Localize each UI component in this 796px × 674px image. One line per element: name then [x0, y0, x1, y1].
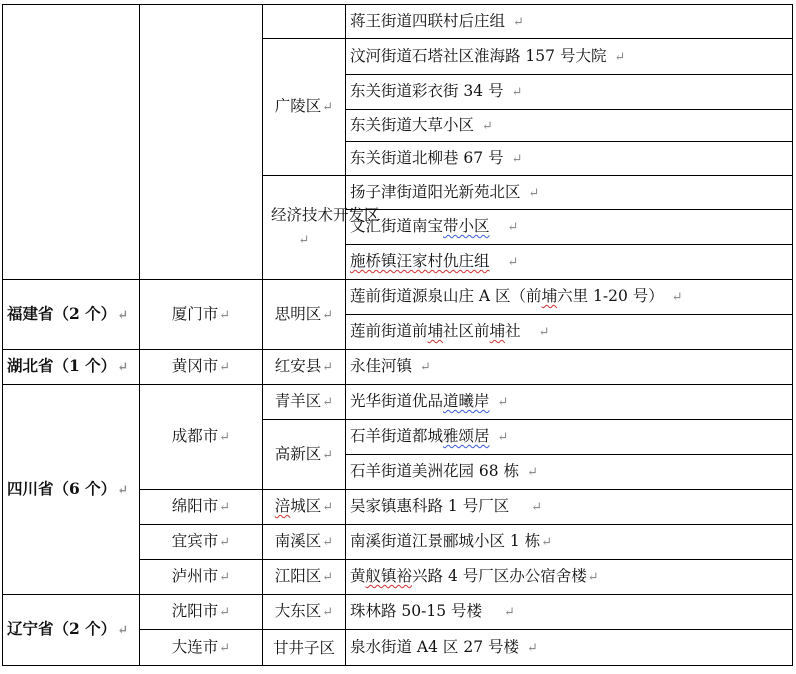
paragraph-mark-icon: ↵ [527, 640, 538, 656]
city-cell: 绵阳市↵ [140, 490, 263, 525]
district-cell: 思明区↵ [263, 280, 346, 350]
city-cell: 宜宾市↵ [140, 525, 263, 560]
table-row [3, 5, 793, 39]
address-cell: 永佳河镇 ↵ [346, 350, 793, 385]
paragraph-mark-icon: ↵ [482, 118, 493, 134]
district-cell: 涪城区↵ [263, 490, 346, 525]
table-row [3, 280, 793, 315]
paragraph-mark-icon: ↵ [671, 290, 683, 305]
paragraph-mark-icon: ↵ [117, 623, 129, 638]
district-cell: 广陵区↵ [263, 39, 346, 176]
address-cell: 扬子津街道阳光新苑北区 ↵ [346, 176, 793, 210]
paragraph-mark-icon: ↵ [587, 570, 599, 585]
table-row [3, 595, 793, 630]
table-row [3, 385, 793, 420]
district-cell: 南溪区↵ [263, 525, 346, 560]
paragraph-mark-icon: ↵ [322, 360, 334, 375]
address-cell: 汶河街道石塔社区淮海路 157 号大院 ↵ [346, 39, 793, 75]
paragraph-mark-icon: ↵ [541, 535, 553, 550]
address-cell: 黄舣镇裕兴路 4 号厂区办公宿舍楼↵ [346, 560, 793, 595]
address-cell: 泉水街道 A4 区 27 号楼 ↵ [346, 630, 793, 666]
province-cell: 辽宁省（2 个）↵ [3, 595, 140, 666]
paragraph-mark-icon: ↵ [322, 500, 334, 515]
address-cell: 光华街道优品道曦岸 ↵ [346, 385, 793, 420]
paragraph-mark-icon: ↵ [117, 360, 129, 375]
address-cell: 东关街道彩衣街 34 号 ↵ [346, 75, 793, 110]
paragraph-mark-icon: ↵ [527, 465, 538, 480]
district-cell: 经济技术开发区 ↵ [263, 176, 346, 280]
address-cell: 东关街道北柳巷 67 号 ↵ [346, 142, 793, 176]
paragraph-mark-icon: ↵ [322, 570, 334, 585]
paragraph-mark-icon: ↵ [322, 447, 334, 463]
paragraph-mark-icon: ↵ [528, 185, 540, 201]
address-cell: 莲前街道前埔社区前埔社 ↵ [346, 315, 793, 350]
city-cell [140, 5, 263, 280]
paragraph-mark-icon: ↵ [322, 395, 334, 410]
paragraph-mark-icon: ↵ [219, 640, 231, 656]
paragraph-mark-icon: ↵ [511, 85, 523, 100]
paragraph-mark-icon: ↵ [420, 360, 431, 375]
paragraph-mark-icon: ↵ [322, 605, 334, 620]
district-cell: 红安县↵ [263, 350, 346, 385]
address-cell: 吴家镇惠科路 1 号厂区 ↵ [346, 490, 793, 525]
province-cell: 福建省（2 个）↵ [3, 280, 140, 350]
address-cell: 石羊街道都城雅颂居 ↵ [346, 420, 793, 455]
address-cell: 文汇街道南宝带小区 ↵ [346, 210, 793, 245]
paragraph-mark-icon: ↵ [117, 307, 129, 323]
paragraph-mark-icon: ↵ [219, 307, 231, 323]
city-cell: 厦门市↵ [140, 280, 263, 350]
city-cell: 成都市↵ [140, 385, 263, 490]
paragraph-mark-icon: ↵ [219, 360, 231, 375]
paragraph-mark-icon: ↵ [219, 605, 231, 620]
district-cell: 江阳区↵ [263, 560, 346, 595]
paragraph-mark-icon: ↵ [507, 255, 519, 270]
paragraph-mark-icon: ↵ [322, 307, 334, 323]
paragraph-mark-icon: ↵ [531, 500, 543, 515]
address-cell: 珠林路 50-15 号楼 ↵ [346, 595, 793, 630]
city-cell: 黄冈市↵ [140, 350, 263, 385]
paragraph-mark-icon: ↵ [298, 232, 310, 248]
district-cell [263, 5, 346, 39]
address-cell: 东关街道大草小区 ↵ [346, 110, 793, 142]
paragraph-mark-icon: ↵ [322, 535, 334, 550]
paragraph-mark-icon: ↵ [504, 605, 515, 620]
paragraph-mark-icon: ↵ [219, 430, 231, 445]
address-cell: 蒋王街道四联村后庄组 ↵ [346, 5, 793, 39]
address-table [2, 4, 793, 666]
paragraph-mark-icon: ↵ [117, 482, 129, 498]
paragraph-mark-icon: ↵ [497, 395, 509, 410]
address-cell: 莲前街道源泉山庄 A 区（前埔六里 1-20 号） ↵ [346, 280, 793, 315]
address-cell: 南溪街道江景郦城小区 1 栋↵ [346, 525, 793, 560]
district-cell: 高新区↵ [263, 420, 346, 490]
district-cell: 青羊区↵ [263, 385, 346, 420]
paragraph-mark-icon: ↵ [513, 14, 524, 30]
province-cell: 湖北省（1 个）↵ [3, 350, 140, 385]
district-cell: 甘井子区 [263, 630, 346, 666]
city-cell: 大连市↵ [140, 630, 263, 666]
province-cell: 四川省（6 个）↵ [3, 385, 140, 595]
paragraph-mark-icon: ↵ [507, 220, 519, 235]
paragraph-mark-icon: ↵ [538, 325, 550, 340]
paragraph-mark-icon: ↵ [497, 430, 509, 445]
paragraph-mark-icon: ↵ [614, 49, 626, 65]
address-cell: 石羊街道美洲花园 68 栋 ↵ [346, 455, 793, 490]
paragraph-mark-icon: ↵ [322, 100, 334, 115]
paragraph-mark-icon: ↵ [219, 570, 231, 585]
city-cell: 沈阳市↵ [140, 595, 263, 630]
paragraph-mark-icon: ↵ [219, 500, 231, 515]
paragraph-mark-icon: ↵ [219, 535, 231, 550]
paragraph-mark-icon: ↵ [511, 151, 523, 167]
province-cell [3, 5, 140, 280]
city-cell: 泸州市↵ [140, 560, 263, 595]
table-row [3, 350, 793, 385]
district-cell: 大东区↵ [263, 595, 346, 630]
address-cell: 施桥镇汪家村仇庄组 ↵ [346, 245, 793, 280]
